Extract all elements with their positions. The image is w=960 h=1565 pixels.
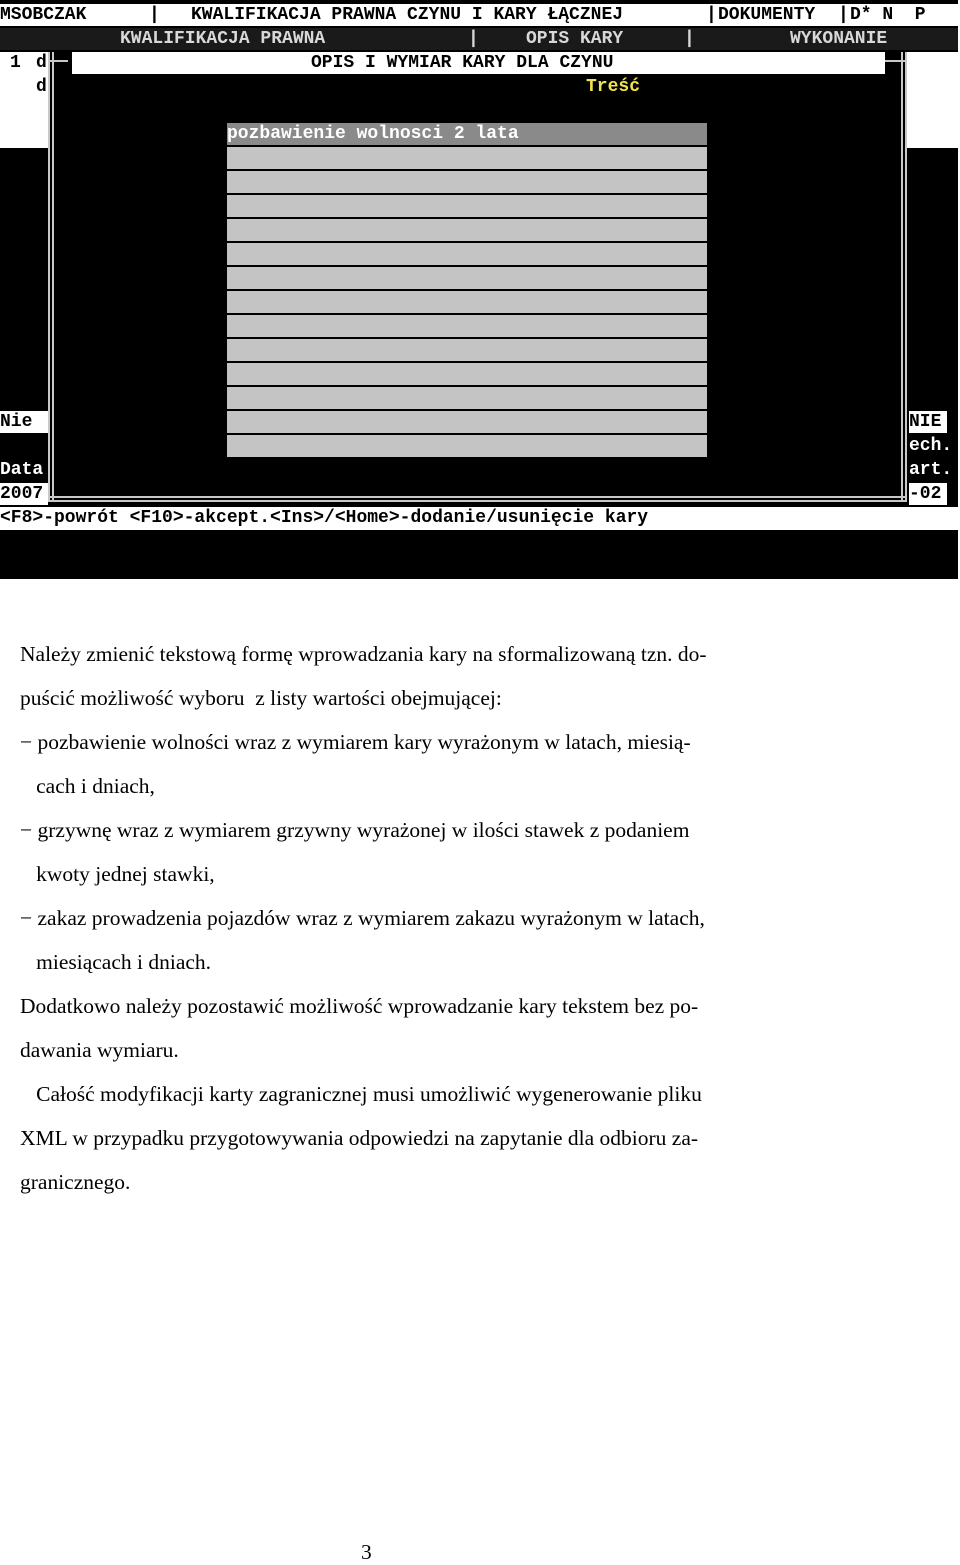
dialog-border-left-inner xyxy=(52,52,54,500)
dialog-border-bottom-inner xyxy=(48,500,907,502)
page-number: 3 xyxy=(361,1540,372,1564)
menu-separator: | xyxy=(706,5,717,25)
document-line: XML w przypadku przygotowywania odpowiedzi na zapytanie dla odbioru za- xyxy=(20,1126,699,1150)
right-label-art: art. xyxy=(909,460,953,480)
list-item[interactable]: pozbawienie wolnosci 2 lata xyxy=(227,123,707,145)
left-label-data: Data xyxy=(0,460,44,480)
document-line: miesiącach i dniach. xyxy=(20,950,212,974)
background-panel-right xyxy=(906,52,958,148)
document-line: kwoty jednej stawki, xyxy=(20,862,215,886)
document-line: Dodatkowo należy pozostawić możliwość wprowadzanie kary tekstem bez po- xyxy=(20,994,699,1018)
list-item[interactable] xyxy=(227,387,707,409)
list-item[interactable] xyxy=(227,315,707,337)
dialog-title: OPIS I WYMIAR KARY DLA CZYNU xyxy=(311,53,614,73)
list-item[interactable] xyxy=(227,243,707,265)
list-item[interactable] xyxy=(227,339,707,361)
row-char: d xyxy=(36,53,47,73)
list-item[interactable] xyxy=(227,171,707,193)
list-item[interactable] xyxy=(227,363,707,385)
penalty-list[interactable] xyxy=(227,123,707,457)
tab-kwalifikacja-prawna[interactable]: KWALIFIKACJA PRAWNA xyxy=(120,29,326,49)
terminal-window xyxy=(0,0,958,579)
right-label-num: -02 xyxy=(909,484,942,504)
list-item[interactable] xyxy=(227,291,707,313)
tab-wykonanie[interactable]: WYKONANIE xyxy=(790,29,888,49)
left-label-year: 2007 xyxy=(0,484,44,504)
left-label-nie: Nie xyxy=(0,412,33,432)
list-item[interactable] xyxy=(227,435,707,457)
row-number: 1 xyxy=(10,53,21,73)
dialog-border-right xyxy=(901,52,903,500)
dialog-subtitle: Treść xyxy=(586,77,641,97)
document-line: puścić możliwość wyboru z listy wartości obejmującej: xyxy=(20,686,502,710)
document-line: − pozbawienie wolności wraz z wymiarem kary wyrażonym w latach, miesią- xyxy=(20,730,691,754)
menu-separator: | xyxy=(838,5,849,25)
user-label: MSOBCZAK xyxy=(0,5,87,25)
menu-item-kwalifikacja-czynu[interactable]: KWALIFIKACJA PRAWNA CZYNU I KARY ŁĄCZNEJ xyxy=(191,5,624,25)
document-line: Całość modyfikacji karty zagranicznej musi umożliwić wygenerowanie pliku xyxy=(20,1082,702,1106)
menu-item-flags[interactable]: D* N P xyxy=(850,5,926,25)
list-item[interactable] xyxy=(227,195,707,217)
dialog-border-bottom xyxy=(48,496,907,498)
list-item[interactable] xyxy=(227,219,707,241)
keyboard-hint: <F8>-powrót <F10>-akcept.<Ins>/<Home>-dodanie/usunięcie kary xyxy=(0,508,649,528)
tab-opis-kary[interactable]: OPIS KARY xyxy=(526,29,624,49)
document-line: − grzywnę wraz z wymiarem grzywny wyrażonej w ilości stawek z podaniem xyxy=(20,818,690,842)
tab-separator: | xyxy=(684,29,695,49)
dialog-border-right-inner xyxy=(905,52,907,500)
list-item[interactable] xyxy=(227,411,707,433)
right-label-ech: ech. xyxy=(909,436,953,456)
document-line: cach i dniach, xyxy=(20,774,155,798)
document-line: Należy zmienić tekstową formę wprowadzania kary na sformalizowaną tzn. do- xyxy=(20,642,707,666)
list-item[interactable] xyxy=(227,147,707,169)
list-item[interactable] xyxy=(227,267,707,289)
dialog-border-left xyxy=(48,52,50,500)
tab-separator: | xyxy=(468,29,479,49)
dialog-border-top-left xyxy=(48,60,68,62)
document-line: granicznego. xyxy=(20,1170,131,1194)
document-line: dawania wymiaru. xyxy=(20,1038,179,1062)
right-label-nie: NIE xyxy=(909,412,942,432)
row-char: d xyxy=(36,77,47,97)
document-line: − zakaz prowadzenia pojazdów wraz z wymiarem zakazu wyrażonym w latach, xyxy=(20,906,705,930)
menu-separator: | xyxy=(149,5,160,25)
menu-item-dokumenty[interactable]: DOKUMENTY xyxy=(718,5,816,25)
dialog-border-top-right xyxy=(885,60,907,62)
